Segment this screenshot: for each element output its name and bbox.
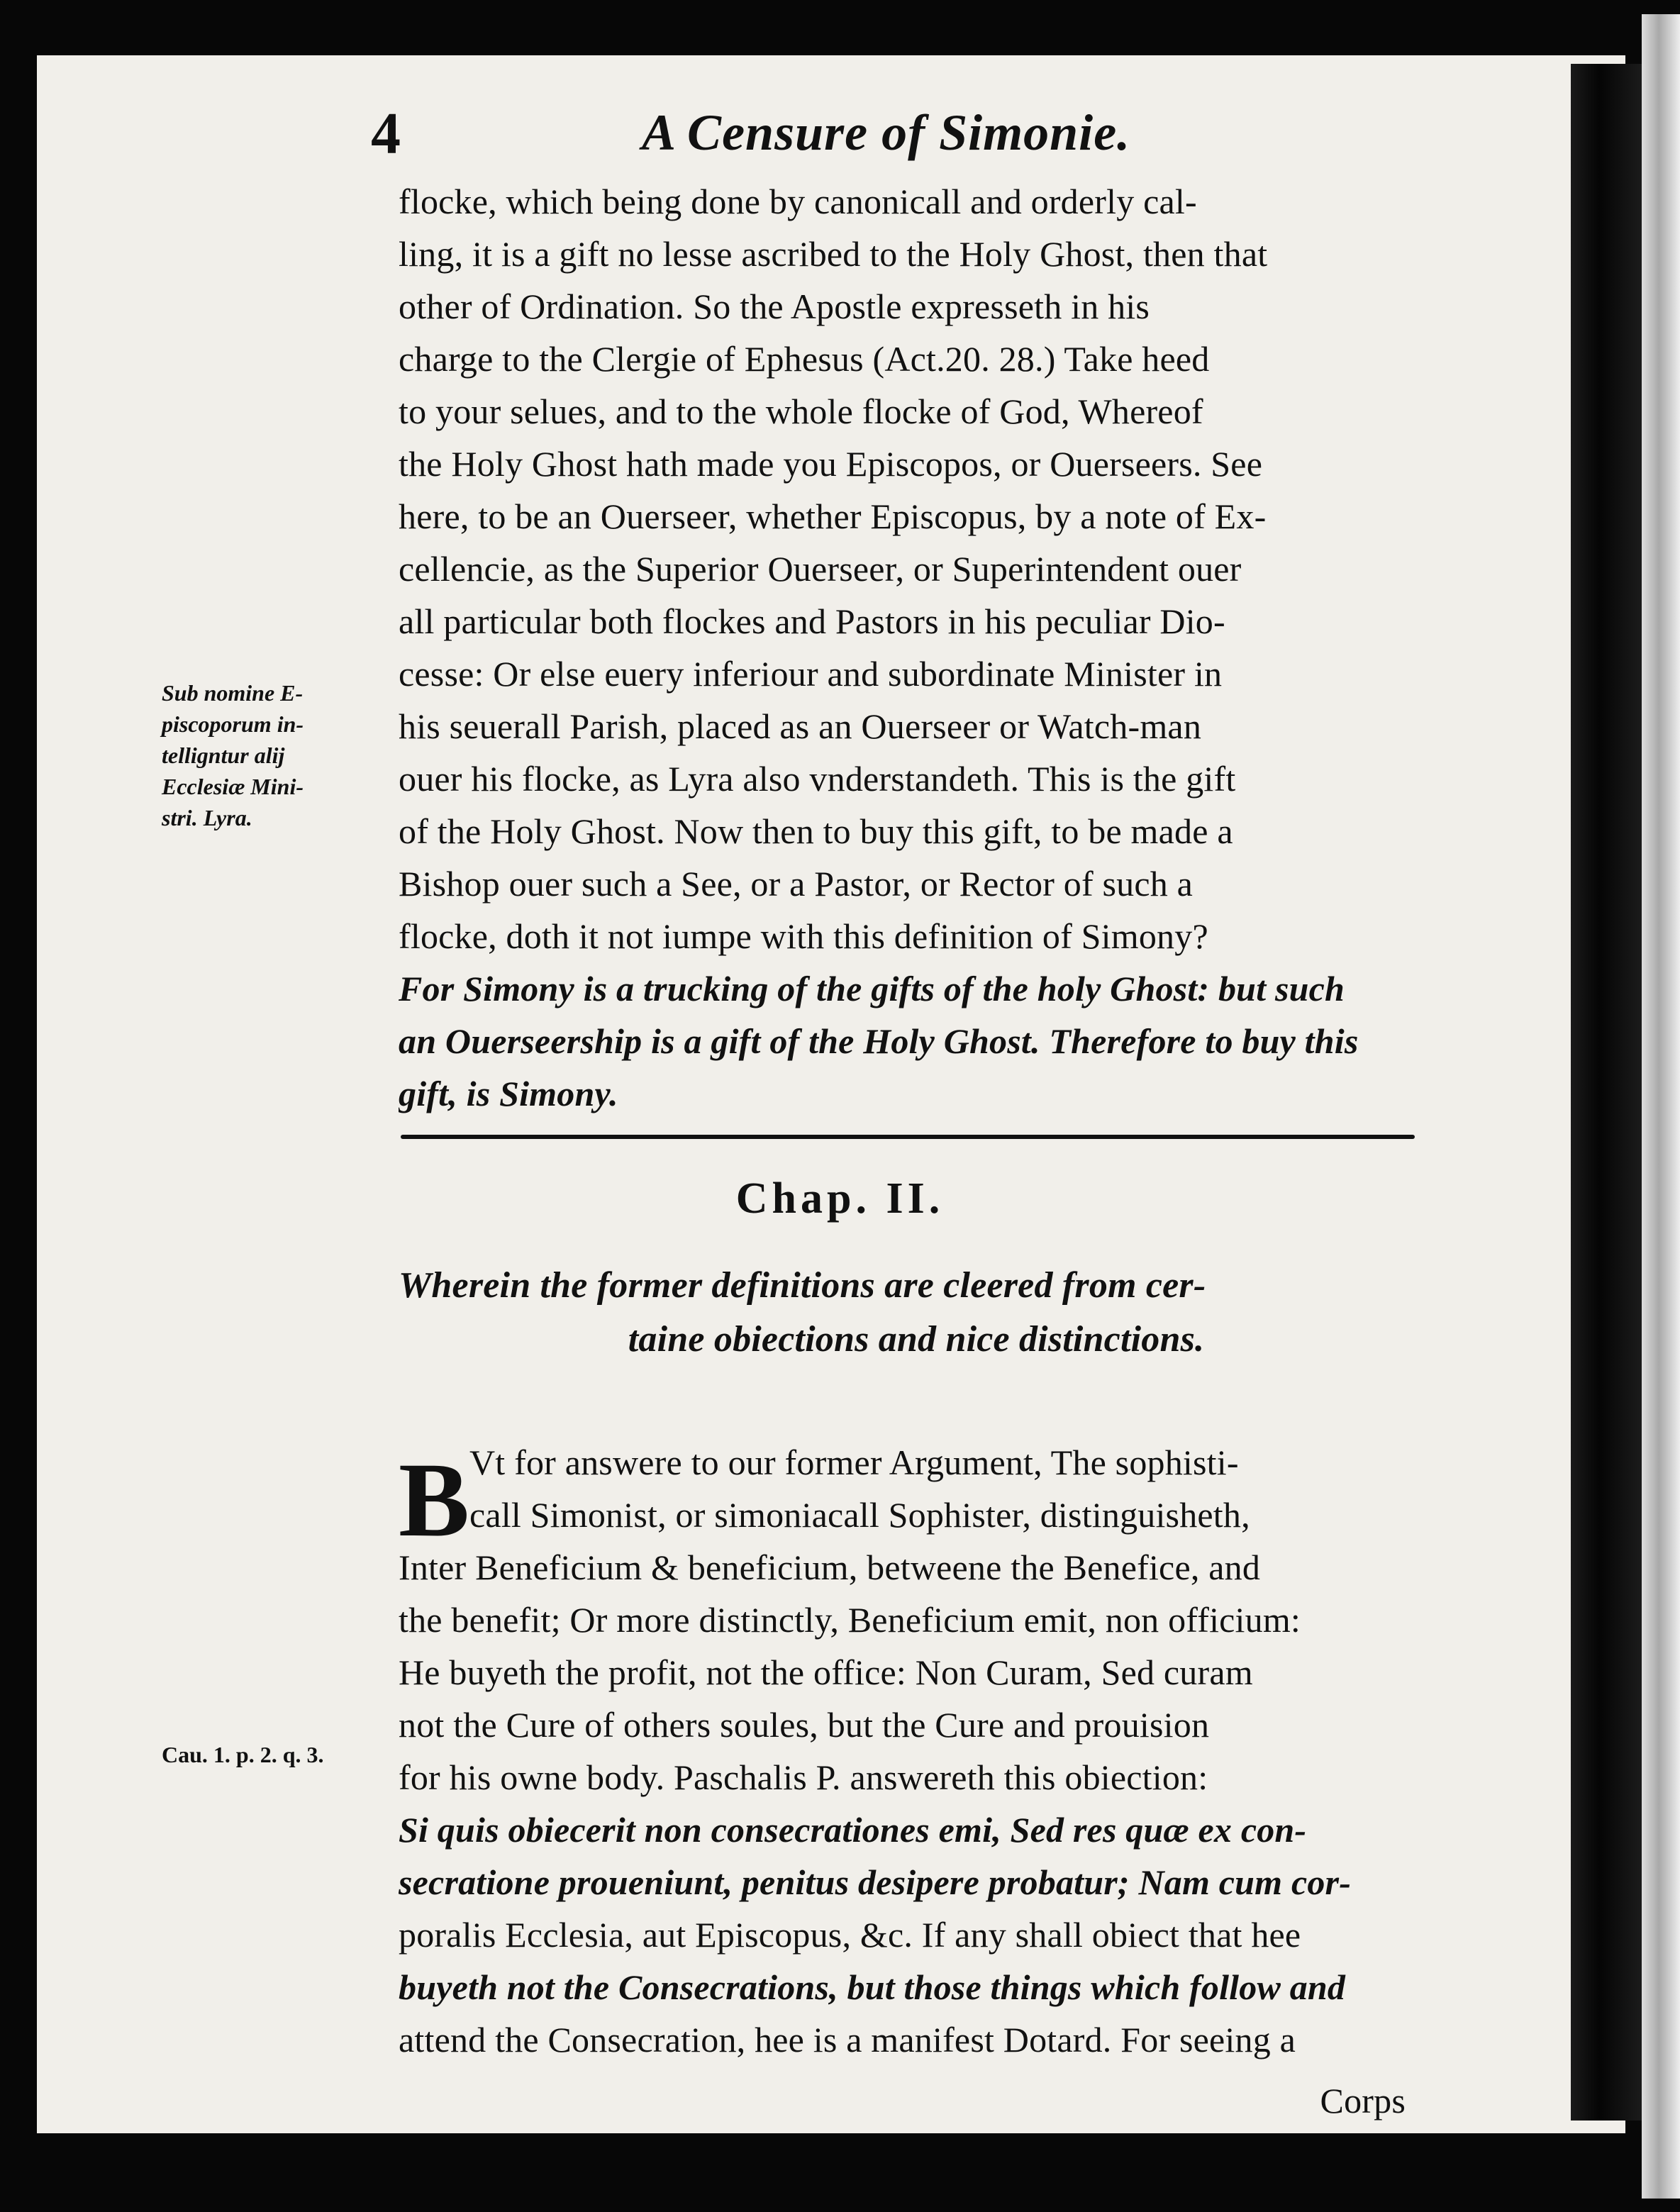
text-line: flocke, doth it not iumpe with this definition of Simony? [399,916,1208,956]
text-line: charge to the Clergie of Ephesus (Act.20. 28.) Take heed [399,339,1210,379]
text-line: For Simony is a trucking of the gifts of the holy Ghost: but such [399,969,1345,1008]
marginal-note-canon-text: Cau. 1. p. 2. q. 3. [162,1742,324,1767]
text-line: other of Ordination. So the Apostle expresseth in his [399,287,1150,326]
scan-edge [1642,14,1680,2199]
text-line: Bishop ouer such a See, or a Pastor, or Rector of such a [399,864,1194,904]
running-title: A Censure of Simonie. [642,104,1131,161]
text-line: cellencie, as the Superior Ouerseer, or Superintendent ouer [399,549,1242,589]
text-line: the Holy Ghost hath made you Episcopos, or Ouerseers. See [399,444,1263,484]
chapter-summary-line: Wherein the former definitions are cleered from cer- [399,1265,1206,1306]
text-line: attend the Consecration, hee is a manifest Dotard. For seeing a [399,2020,1296,2060]
text-line: secratione proueniunt, penitus desipere probatur; Nam cum cor- [399,1862,1352,1902]
text-line: He buyeth the profit, not the office: Non Curam, Sed curam [399,1652,1253,1692]
marginal-note-line: Ecclesiæ Mini- [162,774,304,799]
marginal-note-canon [162,1739,324,1770]
chapter-heading: Chap. II. [735,1174,945,1223]
marginal-note-line: stri. Lyra. [162,805,252,830]
text-line: to your selues, and to the whole flocke of God, Whereof [399,391,1203,431]
marginal-note-line: telligntur alij [162,743,285,768]
text-line: Si quis obiecerit non consecrationes emi, Sed res quæ ex con- [399,1810,1307,1850]
text-line: the benefit; Or more distinctly, Beneficium emit, non officium: [399,1600,1301,1640]
paragraph-2 [399,1436,1434,2066]
marginal-note-line: piscoporum in- [162,711,304,737]
text-line: all particular both flockes and Pastors in his peculiar Dio- [399,601,1225,641]
text-line: for his owne body. Paschalis P. answereth this obiection: [399,1757,1208,1797]
text-line: cesse: Or else euery inferiour and subordinate Minister in [399,654,1223,694]
chapter-summary [399,1259,1434,1367]
text-line: buyeth not the Consecrations, but those things which follow and [399,1967,1346,2007]
text-line: Inter Beneficium & beneficium, betweene the Benefice, and [399,1547,1261,1587]
text-line: Vt for answere to our former Argument, The sophisti- [469,1443,1239,1482]
paragraph-1 [399,175,1434,1120]
page-number: 4 [371,101,401,167]
text-line: here, to be an Ouerseer, whether Episcopus, by a note of Ex- [399,496,1267,536]
catchword: Corps [1320,2081,1406,2121]
text-line: poralis Ecclesia, aut Episcopus, &c. If any shall obiect that hee [399,1915,1301,1955]
text-line: call Simonist, or simoniacall Sophister, distinguisheth, [469,1495,1250,1535]
catchword-block [399,2074,1434,2127]
text-line: of the Holy Ghost. Now then to buy this gift, to be made a [399,811,1233,851]
text-line: ouer his flocke, as Lyra also vnderstandeth. This is the gift [399,759,1236,799]
text-line: his seuerall Parish, placed as an Ouerseer or Watch-man [399,706,1202,746]
text-line: ling, it is a gift no lesse ascribed to the Holy Ghost, then that [399,234,1268,274]
text-line: not the Cure of others soules, but the Cure and prouision [399,1705,1210,1745]
text-line: flocke, which being done by canonicall and orderly cal- [399,182,1197,221]
drop-cap: B [399,1441,470,1559]
marginal-note-lyra [162,677,304,833]
text-line: an Ouerseership is a gift of the Holy Ghost. Therefore to buy this [399,1021,1359,1061]
chapter-summary-line: taine obiections and nice distinctions. [628,1319,1205,1360]
section-rule [401,1135,1415,1139]
marginal-note-line: Sub nomine E- [162,680,304,706]
page-gutter [1571,64,1642,2121]
page-header [0,99,1680,177]
text-line: gift, is Simony. [399,1074,618,1113]
